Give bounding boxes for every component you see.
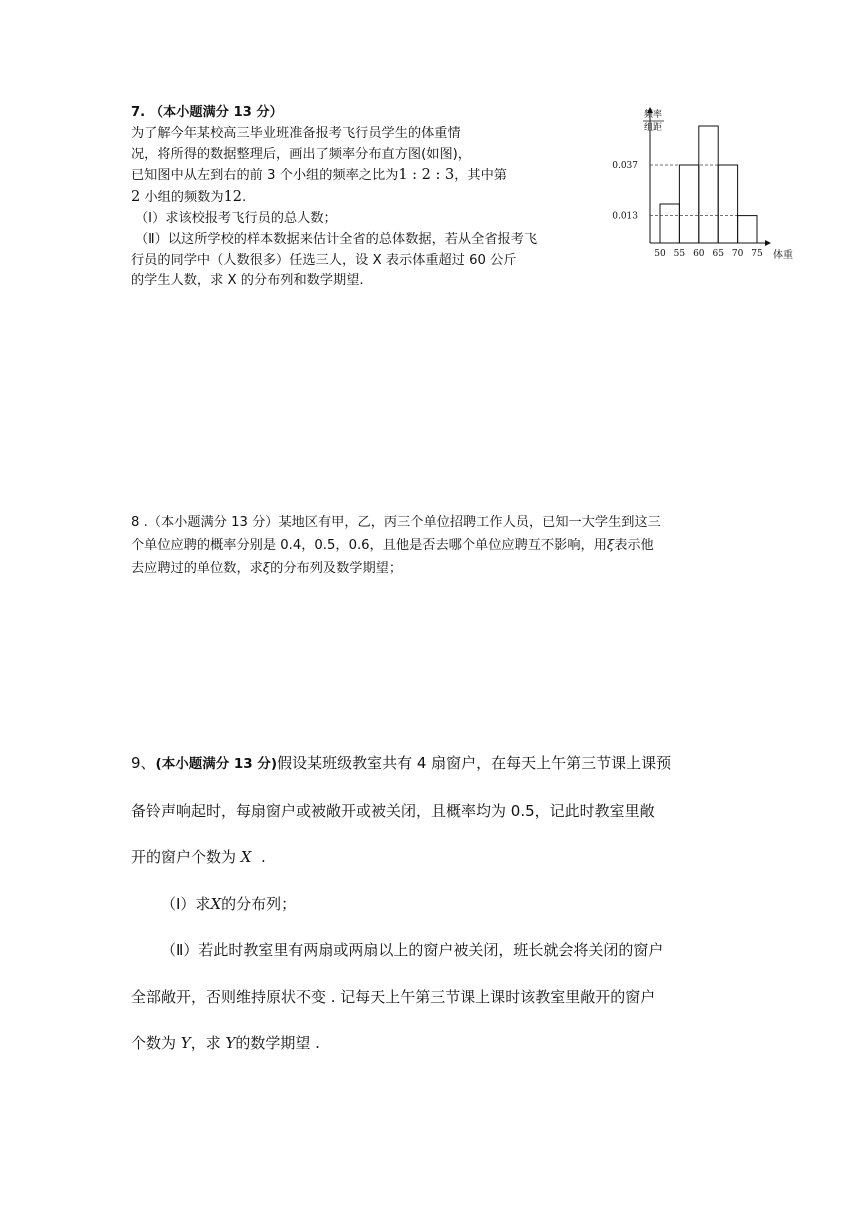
histogram-bar-2 bbox=[699, 126, 718, 243]
question-9-score: (本小题满分 13 分) bbox=[155, 756, 278, 772]
x-tick-label-4: 70 bbox=[731, 249, 744, 259]
part-2-text-c: 的数学期望 . bbox=[235, 1034, 320, 1052]
question-7-title: 7. （本小题满分 13 分） bbox=[131, 105, 283, 120]
line-3-text: 开的窗户个数为 bbox=[131, 848, 237, 866]
question-9-line-1 bbox=[131, 740, 741, 788]
x-tick-label-3: 65 bbox=[712, 249, 724, 259]
histogram-bar-3 bbox=[718, 165, 737, 243]
histogram-svg bbox=[608, 103, 804, 267]
question-7-line-4 bbox=[131, 187, 601, 209]
question-9-part-2-line-2: 全部敞开，否则维持原状不变 . 记每天上午第三节课上课时该教室里敞开的窗户 bbox=[131, 987, 656, 1006]
question-9-line-1-rest: 假设某班级教室共有 4 扇窗户，在每天上午第三节课上课预 bbox=[277, 754, 672, 772]
y-tick-label-0: 0.013 bbox=[612, 211, 638, 222]
xi-symbol-2: ξ bbox=[262, 561, 271, 577]
part-1-text-b: 的分布列； bbox=[221, 894, 297, 913]
question-7-line-3 bbox=[131, 165, 601, 187]
histogram-bar-1 bbox=[679, 165, 698, 243]
question-8-line-3 bbox=[131, 557, 741, 580]
question-8-line-1: 8 .（本小题满分 13 分）某地区有甲，乙，丙三个单位招聘工作人员，已知一大学生到这三 bbox=[131, 515, 661, 530]
y-tick-label-1: 0.037 bbox=[612, 161, 638, 171]
frequency-histogram bbox=[608, 103, 804, 267]
part-2-text-b: ，求 bbox=[190, 1034, 221, 1052]
x-axis-label: 体重 bbox=[773, 250, 793, 261]
variable-x: X bbox=[240, 848, 252, 866]
question-7-part-2-line-2: 行员的同学中（人数很多）任选三人，设 X 表示体重超过 60 公斤 bbox=[131, 252, 517, 268]
question-9-part-2-line-1: （Ⅱ）若此时教室里有两扇或两扇以上的窗户被关闭，班长就会将关闭的窗户 bbox=[161, 941, 664, 959]
part-2-text-a: 个数为 bbox=[131, 1034, 177, 1052]
question-7 bbox=[131, 103, 601, 292]
variable-y: Y bbox=[180, 1034, 191, 1052]
line-4-mid: 小组的频数为 bbox=[144, 190, 224, 206]
question-9-line-3 bbox=[131, 834, 741, 881]
question-8-line-2 bbox=[131, 534, 741, 557]
frequency-count: 12 bbox=[223, 189, 243, 206]
histogram-bar-4 bbox=[738, 216, 757, 243]
line-3-text-a: 去应聘过的单位数，求 bbox=[131, 561, 263, 577]
line-3-suffix: ，其中第 bbox=[454, 168, 507, 184]
y-axis-label-top: 频率 bbox=[644, 110, 663, 120]
line-3-text-b: 的分布列及数学期望； bbox=[270, 561, 403, 577]
group-number: 2 bbox=[131, 189, 141, 206]
variable-x-2: X bbox=[210, 894, 222, 913]
question-8 bbox=[131, 511, 741, 581]
question-7-part-1: （Ⅰ）求该校报考飞行员的总人数； bbox=[135, 210, 337, 226]
question-9 bbox=[131, 740, 741, 1067]
y-axis-label-bottom: 组距 bbox=[644, 123, 663, 133]
question-9-number: 9、 bbox=[131, 754, 156, 772]
question-9-line-2: 备铃声响起时，每扇窗户或被敞开或被关闭，且概率均为 0.5，记此时教室里敞 bbox=[131, 801, 655, 820]
question-7-line-2: 况，将所得的数据整理后，画出了频率分布直方图(如图)， bbox=[131, 146, 471, 162]
question-7-part-2-line-3: 的学生人数，求 X 的分布列和数学期望. bbox=[131, 273, 364, 289]
line-4-end: . bbox=[242, 190, 247, 206]
x-tick-label-1: 55 bbox=[673, 249, 686, 259]
part-1-text-a: （Ⅰ）求 bbox=[161, 894, 211, 913]
line-2-text-b: 表示他 bbox=[614, 538, 654, 554]
variable-y-2: Y bbox=[225, 1034, 236, 1052]
x-tick-label-5: 75 bbox=[751, 249, 763, 259]
question-7-line-1: 为了解今年某校高三毕业班准备报考飞行员学生的体重情 bbox=[131, 125, 461, 141]
line-3-prefix: 已知图中从左到右的前 3 个小组的频率之比为 bbox=[131, 168, 399, 184]
ratio-expression: 1 : 2 : 3 bbox=[398, 167, 455, 184]
line-3-end: . bbox=[261, 848, 266, 866]
histogram-bar-0 bbox=[660, 204, 679, 243]
question-9-part-2-line-3 bbox=[131, 1020, 741, 1067]
x-tick-label-0: 50 bbox=[654, 249, 666, 259]
x-tick-label-2: 60 bbox=[693, 249, 705, 259]
question-7-part-2-line-1: （Ⅱ）以这所学校的样本数据来估计全省的总体数据，若从全省报考飞 bbox=[135, 231, 538, 247]
histogram-marks bbox=[612, 126, 763, 259]
question-9-part-1 bbox=[131, 881, 741, 928]
xi-symbol: ξ bbox=[606, 538, 615, 554]
line-2-text-a: 个单位应聘的概率分别是 0.4，0.5，0.6，且他是否去哪个单位应聘互不影响，用 bbox=[131, 538, 607, 554]
